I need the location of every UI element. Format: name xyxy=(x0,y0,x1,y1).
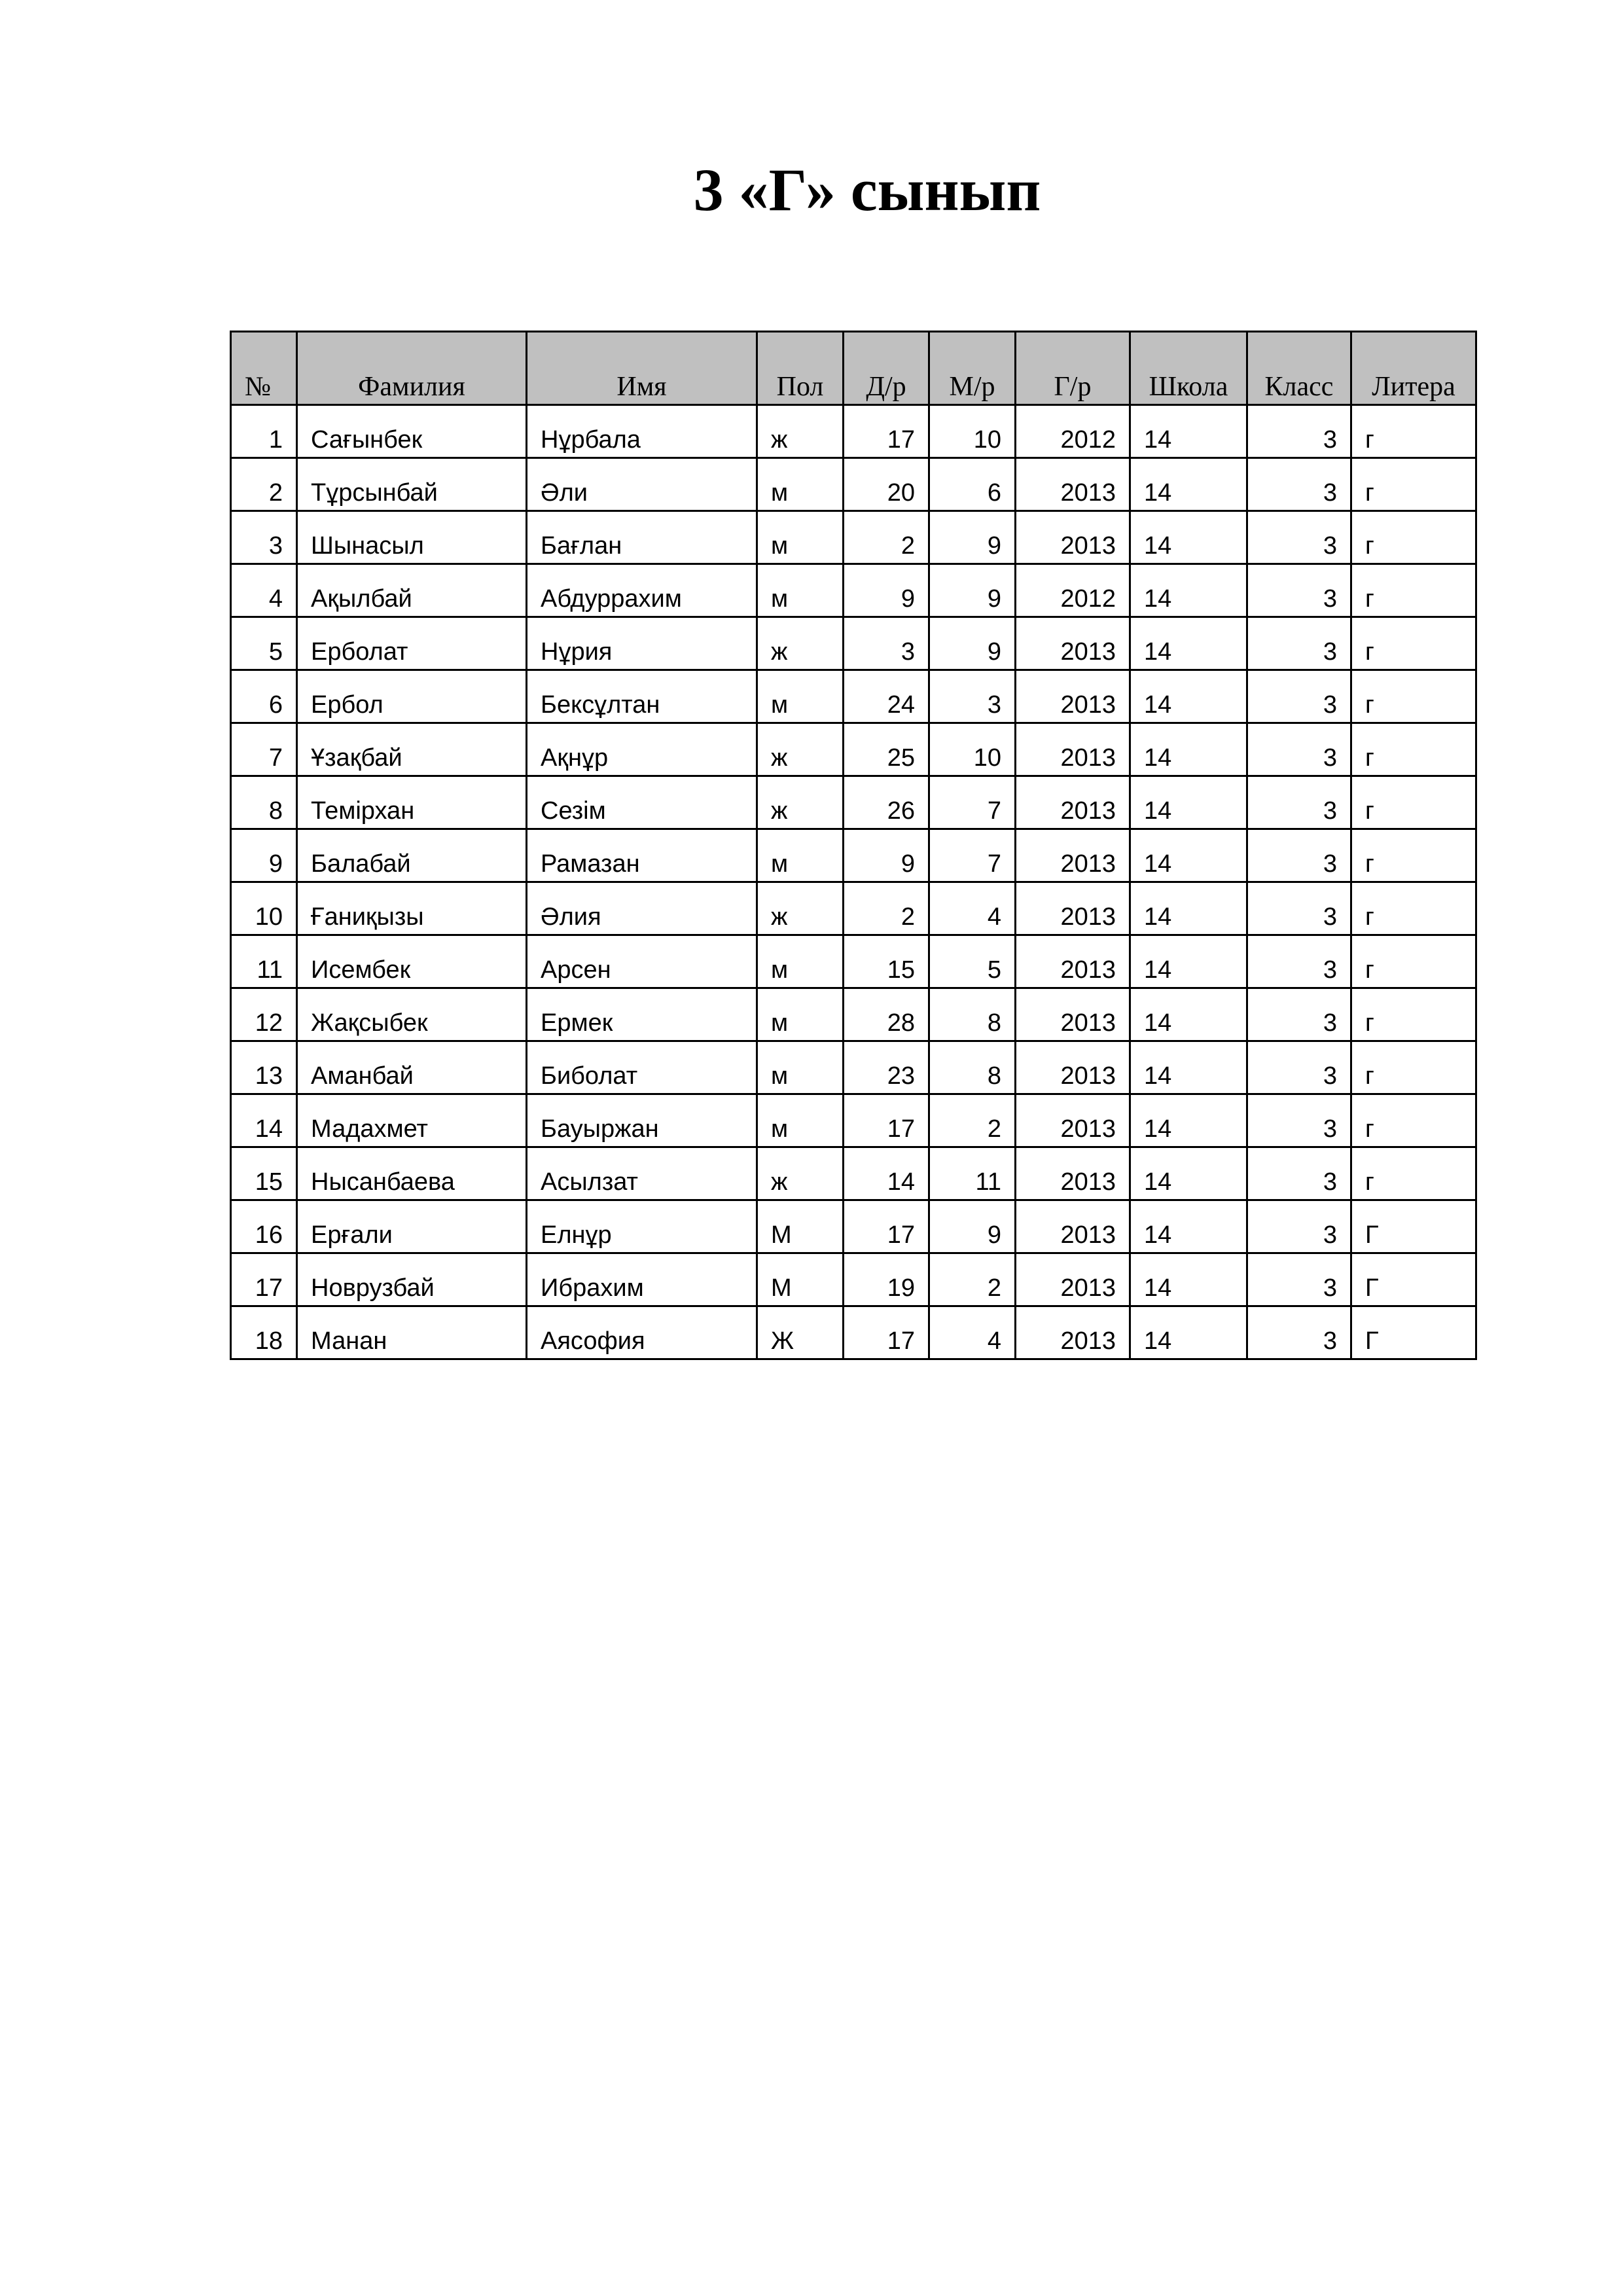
cell-gender: м xyxy=(757,670,844,723)
cell-name: Ибрахим xyxy=(527,1253,757,1306)
cell-name: Арсен xyxy=(527,935,757,988)
cell-birth-month: 8 xyxy=(929,1041,1016,1094)
cell-birth-month: 9 xyxy=(929,564,1016,617)
cell-class: 3 xyxy=(1247,458,1351,511)
cell-birth-day: 25 xyxy=(844,723,929,776)
cell-letter: г xyxy=(1351,1094,1476,1147)
cell-name: Әли xyxy=(527,458,757,511)
cell-school: 14 xyxy=(1130,405,1247,458)
cell-class: 3 xyxy=(1247,1200,1351,1253)
cell-name: Сезім xyxy=(527,776,757,829)
cell-letter: г xyxy=(1351,670,1476,723)
cell-school: 14 xyxy=(1130,882,1247,935)
cell-gender: м xyxy=(757,829,844,882)
cell-birth-day: 9 xyxy=(844,564,929,617)
cell-letter: г xyxy=(1351,776,1476,829)
cell-surname: Ербол xyxy=(297,670,527,723)
cell-gender: Ж xyxy=(757,1306,844,1359)
cell-birth-year: 2013 xyxy=(1016,458,1130,511)
cell-class: 3 xyxy=(1247,670,1351,723)
cell-name: Елнұр xyxy=(527,1200,757,1253)
cell-school: 14 xyxy=(1130,1200,1247,1253)
table-row xyxy=(231,1094,1476,1147)
cell-school: 14 xyxy=(1130,935,1247,988)
cell-birth-month: 2 xyxy=(929,1253,1016,1306)
cell-gender: ж xyxy=(757,882,844,935)
table-row xyxy=(231,670,1476,723)
cell-surname: Жақсыбек xyxy=(297,988,527,1041)
cell-birth-day: 17 xyxy=(844,1306,929,1359)
cell-name: Әлия xyxy=(527,882,757,935)
cell-school: 14 xyxy=(1130,1041,1247,1094)
cell-gender: м xyxy=(757,458,844,511)
cell-birth-day: 26 xyxy=(844,776,929,829)
cell-letter: г xyxy=(1351,882,1476,935)
cell-birth-year: 2012 xyxy=(1016,405,1130,458)
table-row xyxy=(231,1306,1476,1359)
cell-birth-year: 2013 xyxy=(1016,1306,1130,1359)
cell-gender: м xyxy=(757,564,844,617)
table-row xyxy=(231,1147,1476,1200)
header-birth-day: Д/р xyxy=(844,332,929,405)
cell-class: 3 xyxy=(1247,617,1351,670)
cell-name: Ермек xyxy=(527,988,757,1041)
cell-school: 14 xyxy=(1130,617,1247,670)
cell-number: 2 xyxy=(231,458,297,511)
cell-gender: ж xyxy=(757,723,844,776)
header-number: № xyxy=(231,332,297,405)
cell-birth-day: 24 xyxy=(844,670,929,723)
cell-birth-month: 8 xyxy=(929,988,1016,1041)
cell-number: 16 xyxy=(231,1200,297,1253)
cell-gender: ж xyxy=(757,617,844,670)
cell-birth-year: 2013 xyxy=(1016,1147,1130,1200)
cell-number: 7 xyxy=(231,723,297,776)
table-row xyxy=(231,1200,1476,1253)
cell-number: 5 xyxy=(231,617,297,670)
cell-class: 3 xyxy=(1247,935,1351,988)
cell-birth-month: 10 xyxy=(929,405,1016,458)
cell-birth-month: 7 xyxy=(929,776,1016,829)
cell-surname: Тұрсынбай xyxy=(297,458,527,511)
cell-class: 3 xyxy=(1247,1306,1351,1359)
cell-letter: г xyxy=(1351,829,1476,882)
cell-gender: м xyxy=(757,935,844,988)
cell-letter: г xyxy=(1351,405,1476,458)
cell-surname: Ғаниқызы xyxy=(297,882,527,935)
cell-birth-month: 5 xyxy=(929,935,1016,988)
cell-class: 3 xyxy=(1247,1041,1351,1094)
cell-birth-day: 3 xyxy=(844,617,929,670)
cell-number: 13 xyxy=(231,1041,297,1094)
cell-birth-year: 2013 xyxy=(1016,935,1130,988)
table-row xyxy=(231,1253,1476,1306)
cell-letter: г xyxy=(1351,1041,1476,1094)
cell-class: 3 xyxy=(1247,723,1351,776)
cell-class: 3 xyxy=(1247,882,1351,935)
cell-surname: Манан xyxy=(297,1306,527,1359)
cell-birth-month: 7 xyxy=(929,829,1016,882)
cell-name: Нұрия xyxy=(527,617,757,670)
header-name: Имя xyxy=(527,332,757,405)
cell-school: 14 xyxy=(1130,670,1247,723)
cell-class: 3 xyxy=(1247,1253,1351,1306)
cell-number: 11 xyxy=(231,935,297,988)
cell-gender: М xyxy=(757,1253,844,1306)
table-row xyxy=(231,564,1476,617)
cell-surname: Ерғали xyxy=(297,1200,527,1253)
cell-name: Бауыржан xyxy=(527,1094,757,1147)
header-gender: Пол xyxy=(757,332,844,405)
cell-birth-year: 2013 xyxy=(1016,1041,1130,1094)
header-surname: Фамилия xyxy=(297,332,527,405)
cell-school: 14 xyxy=(1130,776,1247,829)
cell-birth-day: 17 xyxy=(844,1200,929,1253)
cell-birth-day: 20 xyxy=(844,458,929,511)
cell-birth-year: 2013 xyxy=(1016,511,1130,564)
cell-birth-year: 2013 xyxy=(1016,1200,1130,1253)
cell-letter: Г xyxy=(1351,1253,1476,1306)
cell-name: Асылзат xyxy=(527,1147,757,1200)
class-roster-table xyxy=(230,331,1477,1360)
cell-class: 3 xyxy=(1247,829,1351,882)
cell-school: 14 xyxy=(1130,988,1247,1041)
cell-surname: Шынасыл xyxy=(297,511,527,564)
cell-number: 4 xyxy=(231,564,297,617)
cell-gender: ж xyxy=(757,405,844,458)
cell-name: Аясофия xyxy=(527,1306,757,1359)
header-birth-month: М/р xyxy=(929,332,1016,405)
table-row xyxy=(231,405,1476,458)
table-body xyxy=(231,405,1476,1359)
cell-school: 14 xyxy=(1130,564,1247,617)
cell-school: 14 xyxy=(1130,1094,1247,1147)
header-birth-year: Г/р xyxy=(1016,332,1130,405)
cell-birth-year: 2013 xyxy=(1016,1253,1130,1306)
cell-number: 18 xyxy=(231,1306,297,1359)
cell-surname: Сағынбек xyxy=(297,405,527,458)
cell-gender: м xyxy=(757,1094,844,1147)
cell-birth-year: 2013 xyxy=(1016,1094,1130,1147)
cell-birth-year: 2012 xyxy=(1016,564,1130,617)
table-row xyxy=(231,829,1476,882)
cell-letter: г xyxy=(1351,723,1476,776)
cell-gender: ж xyxy=(757,1147,844,1200)
cell-class: 3 xyxy=(1247,511,1351,564)
cell-birth-year: 2013 xyxy=(1016,882,1130,935)
cell-surname: Аманбай xyxy=(297,1041,527,1094)
cell-letter: г xyxy=(1351,458,1476,511)
cell-number: 6 xyxy=(231,670,297,723)
cell-birth-month: 9 xyxy=(929,511,1016,564)
cell-birth-day: 9 xyxy=(844,829,929,882)
cell-number: 1 xyxy=(231,405,297,458)
table-row xyxy=(231,458,1476,511)
cell-number: 17 xyxy=(231,1253,297,1306)
cell-birth-year: 2013 xyxy=(1016,617,1130,670)
cell-birth-month: 4 xyxy=(929,1306,1016,1359)
cell-surname: Балабай xyxy=(297,829,527,882)
header-class: Класс xyxy=(1247,332,1351,405)
cell-letter: г xyxy=(1351,988,1476,1041)
cell-birth-month: 9 xyxy=(929,1200,1016,1253)
cell-letter: Г xyxy=(1351,1306,1476,1359)
cell-school: 14 xyxy=(1130,1306,1247,1359)
table-row xyxy=(231,511,1476,564)
cell-name: Бексұлтан xyxy=(527,670,757,723)
cell-class: 3 xyxy=(1247,1147,1351,1200)
cell-name: Ақнұр xyxy=(527,723,757,776)
cell-letter: г xyxy=(1351,617,1476,670)
cell-number: 9 xyxy=(231,829,297,882)
cell-birth-month: 3 xyxy=(929,670,1016,723)
cell-birth-year: 2013 xyxy=(1016,670,1130,723)
table-row xyxy=(231,1041,1476,1094)
table-row xyxy=(231,723,1476,776)
cell-name: Биболат xyxy=(527,1041,757,1094)
cell-number: 15 xyxy=(231,1147,297,1200)
table-row xyxy=(231,935,1476,988)
cell-school: 14 xyxy=(1130,723,1247,776)
cell-birth-day: 15 xyxy=(844,935,929,988)
cell-birth-month: 2 xyxy=(929,1094,1016,1147)
cell-name: Рамазан xyxy=(527,829,757,882)
cell-number: 3 xyxy=(231,511,297,564)
cell-birth-month: 9 xyxy=(929,617,1016,670)
cell-surname: Темірхан xyxy=(297,776,527,829)
cell-gender: м xyxy=(757,1041,844,1094)
cell-surname: Ерболат xyxy=(297,617,527,670)
table-header-row xyxy=(231,332,1476,405)
cell-class: 3 xyxy=(1247,988,1351,1041)
cell-letter: г xyxy=(1351,511,1476,564)
cell-name: Абдуррахим xyxy=(527,564,757,617)
cell-birth-month: 6 xyxy=(929,458,1016,511)
cell-letter: г xyxy=(1351,1147,1476,1200)
table-row xyxy=(231,776,1476,829)
cell-birth-day: 2 xyxy=(844,511,929,564)
cell-letter: г xyxy=(1351,935,1476,988)
cell-surname: Мадахмет xyxy=(297,1094,527,1147)
cell-birth-day: 19 xyxy=(844,1253,929,1306)
cell-number: 8 xyxy=(231,776,297,829)
cell-number: 12 xyxy=(231,988,297,1041)
table-row xyxy=(231,988,1476,1041)
cell-letter: Г xyxy=(1351,1200,1476,1253)
cell-surname: Новрузбай xyxy=(297,1253,527,1306)
cell-surname: Исембек xyxy=(297,935,527,988)
cell-name: Нұрбала xyxy=(527,405,757,458)
cell-school: 14 xyxy=(1130,1147,1247,1200)
header-letter: Литера xyxy=(1351,332,1476,405)
cell-gender: м xyxy=(757,988,844,1041)
cell-class: 3 xyxy=(1247,1094,1351,1147)
cell-school: 14 xyxy=(1130,1253,1247,1306)
cell-birth-day: 23 xyxy=(844,1041,929,1094)
cell-gender: М xyxy=(757,1200,844,1253)
cell-school: 14 xyxy=(1130,829,1247,882)
cell-school: 14 xyxy=(1130,458,1247,511)
cell-birth-year: 2013 xyxy=(1016,988,1130,1041)
cell-birth-year: 2013 xyxy=(1016,776,1130,829)
cell-birth-day: 17 xyxy=(844,1094,929,1147)
table-row xyxy=(231,882,1476,935)
cell-birth-month: 10 xyxy=(929,723,1016,776)
cell-number: 14 xyxy=(231,1094,297,1147)
header-school: Школа xyxy=(1130,332,1247,405)
cell-letter: г xyxy=(1351,564,1476,617)
cell-birth-year: 2013 xyxy=(1016,723,1130,776)
cell-surname: Ақылбай xyxy=(297,564,527,617)
cell-name: Бағлан xyxy=(527,511,757,564)
page-title: 3 «Г» сынып xyxy=(693,156,1041,223)
cell-birth-day: 2 xyxy=(844,882,929,935)
cell-class: 3 xyxy=(1247,564,1351,617)
cell-birth-day: 17 xyxy=(844,405,929,458)
cell-birth-month: 11 xyxy=(929,1147,1016,1200)
cell-birth-year: 2013 xyxy=(1016,829,1130,882)
cell-gender: м xyxy=(757,511,844,564)
cell-number: 10 xyxy=(231,882,297,935)
cell-school: 14 xyxy=(1130,511,1247,564)
cell-birth-month: 4 xyxy=(929,882,1016,935)
cell-birth-day: 14 xyxy=(844,1147,929,1200)
cell-birth-day: 28 xyxy=(844,988,929,1041)
cell-class: 3 xyxy=(1247,776,1351,829)
cell-surname: Ұзақбай xyxy=(297,723,527,776)
cell-class: 3 xyxy=(1247,405,1351,458)
cell-surname: Нысанбаева xyxy=(297,1147,527,1200)
cell-gender: ж xyxy=(757,776,844,829)
table-row xyxy=(231,617,1476,670)
